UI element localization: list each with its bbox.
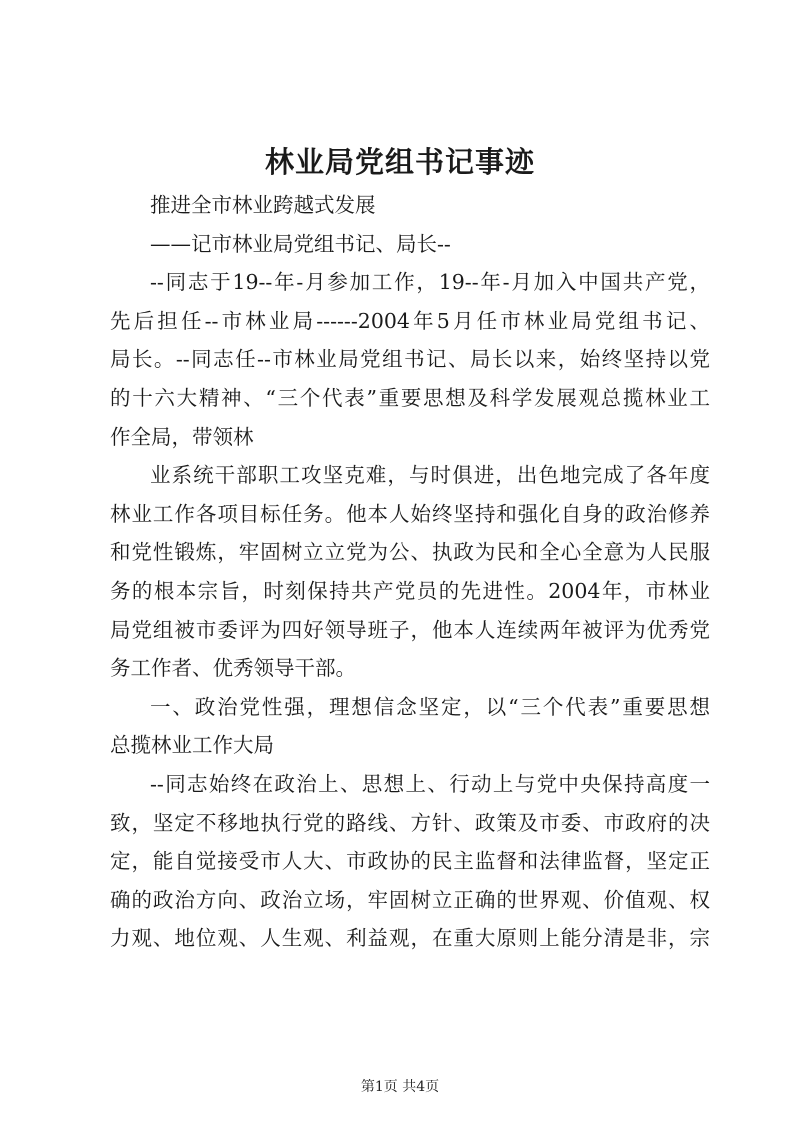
byline: ——记市林业局党组书记、局长--	[150, 231, 451, 256]
paragraph-line: 和党性锻炼，牢固树立立党为公、执政为民和全心全意为人民服	[110, 540, 710, 565]
paragraph-line: 局党组被市委评为四好领导班子，他本人连续两年被评为优秀党	[110, 617, 710, 642]
paragraph-line: 务工作者、优秀领导干部。	[110, 656, 356, 681]
paragraph-line: 业系统干部职工攻坚克难，与时俱进，出色地完成了各年度	[150, 463, 710, 488]
paragraph-line: 定，能自觉接受市人大、市政协的民主监督和法律监督，坚定正	[110, 849, 710, 874]
heading-line: 总揽林业工作大局	[110, 733, 274, 758]
document-body	[110, 186, 710, 958]
paragraph-2	[110, 456, 710, 688]
paragraph-1	[110, 263, 710, 456]
paragraph-line: 确的政治方向、政治立场，牢固树立正确的世界观、价值观、权	[110, 887, 710, 912]
paragraph-line: 林业工作各项目标任务。他本人始终坚持和强化自身的政治修养	[110, 501, 710, 526]
paragraph-line: 致，坚定不移地执行党的路线、方针、政策及市委、市政府的决	[110, 810, 710, 835]
paragraph-3	[110, 765, 710, 958]
paragraph-line: 力观、地位观、人生观、利益观，在重大原则上能分清是非，宗	[110, 926, 710, 951]
paragraph-line: 务的根本宗旨，时刻保持共产党员的先进性。2004年，市林业	[110, 578, 710, 603]
section-heading-1	[110, 688, 710, 765]
paragraph-line: 先后担任--市林业局------2004年5月任市林业局党组书记、	[110, 308, 710, 333]
paragraph-line: --同志于19--年-月参加工作，19--年-月加入中国共产党，	[150, 270, 710, 295]
page-number-footer: 第1页 共4页	[360, 1079, 440, 1095]
paragraph-line: 作全局，带领林	[110, 424, 254, 449]
document-title: 林业局党组书记事迹	[264, 145, 535, 179]
paragraph-line: 的十六大精神、“三个代表”重要思想及科学发展观总揽林业工	[110, 385, 710, 410]
paragraph-line: 局长。--同志任--市林业局党组书记、局长以来，始终坚持以党	[110, 347, 710, 372]
subtitle: 推进全市林业跨越式发展	[150, 193, 376, 217]
heading-line: 一、政治党性强，理想信念坚定，以“三个代表”重要思想	[150, 694, 710, 719]
paragraph-line: --同志始终在政治上、思想上、行动上与党中央保持高度一	[150, 771, 710, 796]
